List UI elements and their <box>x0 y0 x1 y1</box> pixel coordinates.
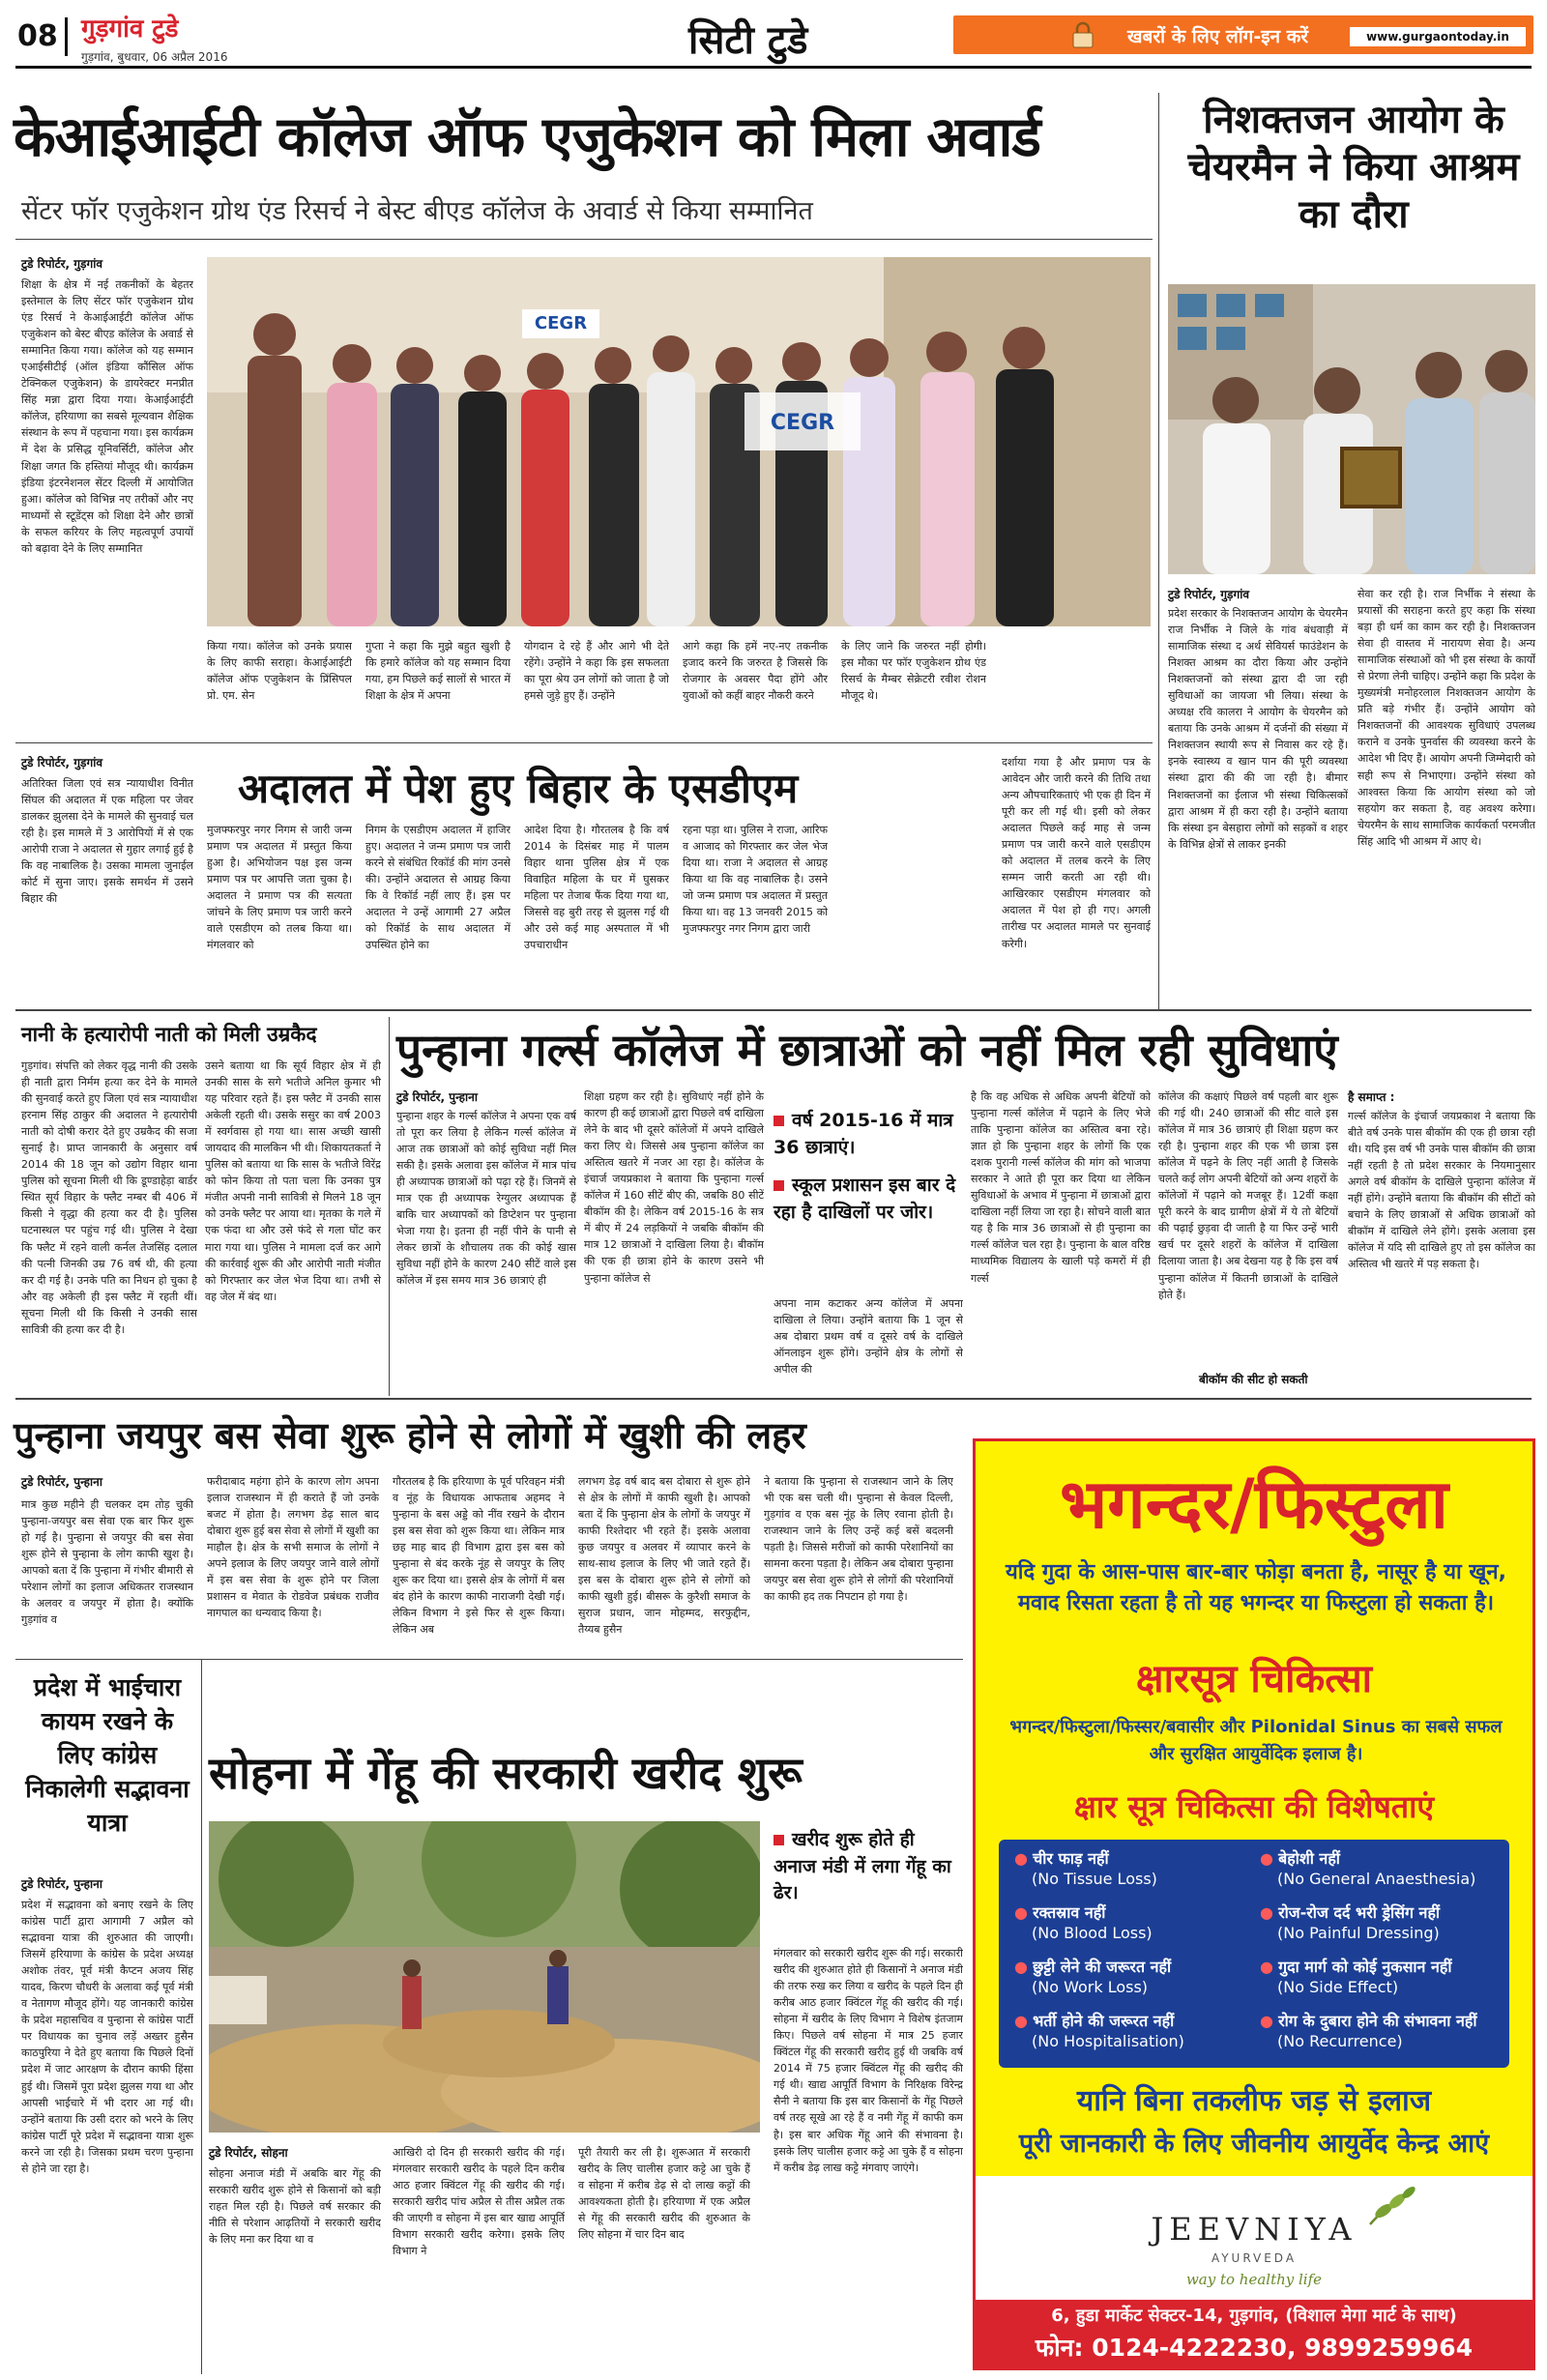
story3-byline: टुडे रिपोर्टर, गुड़गांव <box>21 756 102 769</box>
story3-col6: दर्शाया गया है और प्रमाण पत्र के आवेदन और जारी करने की तिथि तथा अन्य औपचारिकताएं भी एक ही दिन में पूरी कर ली गई थी। इसी को लेकर अदालत पिछले कई माह से जन्म प्रमाण पत्र जारी करने वाले एसडीएम को अदालत में तलब करने के लिए सम्मन जारी करती आ रही थी। आखिरकार एसडीएम मंगलवार को अदालत में पेश हो ही गए। अगली तारीख पर अदालत मामले पर सुनवाई करेगी। <box>1002 756 1151 950</box>
bullet-dot-icon: ● <box>1014 1849 1028 1868</box>
story5-col6-title: है समाप्त : <box>1348 1090 1395 1104</box>
bullet-dot-icon: ● <box>1014 1958 1028 1976</box>
ad-therapy-desc: भगन्दर/फिस्टुला/फिस्सर/बवासीर और Pilonidal Sinus का सबसे सफल और सुरक्षित आयुर्वेदिक इलाज है। <box>1009 1717 1503 1764</box>
story1-col4: योगदान दे रहे हैं और आगे भी देते रहेंगे। उन्होंने ने कहा कि इस सफलता का पूरा श्रेय उन लोगों को जाता है जो हमसे जुड़े हुए हैं। उन्होंने <box>524 640 669 703</box>
masthead-logo: गुड़गांव टुडे <box>81 15 179 44</box>
story3-col1: अतिरिक्त जिला एवं सत्र न्यायाधीश विनीत सिंघल की अदालत में एक महिला पर जेवर डालकर झुलसा देने के मामले की सुनवाई चल रही है। इस मामले में 3 आरोपियों में से एक आरोपी राजा ने अदालत से गुहार लगाई हुई है कि वह नाबालिक है। उसका मामला जुनाईल कोर्ट में सुना जाए। इसके समर्थन में उसने बिहार की <box>21 777 193 906</box>
ad-brand-sub: AYURVEDA <box>1211 2251 1298 2265</box>
dateline: गुड़गांव, बुधवार, 06 अप्रैल 2016 <box>81 50 228 64</box>
story2-col2: सेवा कर रही है। राज निर्भीक ने संस्था के प्रयासों की सराहना करते हुए कहा कि संस्था बड़ा ही धर्म का काम कर रही है। निशक्तजन सेवा ही वास्तव में नारायण सेवा है। अन्य सामाजिक संस्थाओं को भी इस संस्था के कार्यों से प्रेरणा लेनी चाहिए। उन्होंने कहा कि प्रदेश के मुख्यमंत्री मनोहरलाल निशक्तजन आयोग के प्रति बड़े गंभीर हैं। उन्होंने आयोग को निशक्तजनों की आवश्यक सुविधाएं उपलब्ध कराने व उनके पुनर्वास की व्यवस्था करने के आदेश भी दिए हैं। आयोग अपनी जिम्मेदारी को सही रूप से निभाएगा। उन्होंने संस्था को आश्वस्त किया कि आयोग संस्था को जो सहयोग कर सकता है, वह अवश्य करेगा। चेयरमैन के साथ सामाजिक कार्यकर्ता परमजीत सिंह आदि भी आश्रम में आए थे। <box>1357 588 1535 848</box>
story5-byline: टुडे रिपोर्टर, पुन्हाना <box>396 1090 478 1104</box>
story2-col1: प्रदेश सरकार के निशक्तजन आयोग के चेयरमैन राज निर्भीक ने जिले के गांव बंधवाड़ी में सामाजिक संस्था द अर्थ सेवियर्स फाउंडेशन के निशक्त आश्रम का दौरा किया और उन्होंने निशक्तजनों को संस्था द्वारा दी जा रही सुविधाओं का जायजा भी लिया। संस्था के अध्यक्ष रवि कालरा ने आयोग के चेयरमैन को बताया कि उनके आश्रम में दर्जनों की संख्या में निशक्तजन स्थायी रूप से निवास कर रहे हैं। इनके स्वास्थ्य व खान पान की पूरी व्यवस्था संस्था द्वारा की की जा रही है। बीमार निशक्तजनों का ईलाज भी संस्था चिकित्सकों द्वारा आश्रम में ही करा रही है। उन्होंने बताया कि संस्था इन बेसहारा लोगों को सड़कों व शहर के विभिन्न क्षेत्रों से लाकर इनकी <box>1168 607 1348 851</box>
story5-col6: गर्ल्स कॉलेज के इंचार्ज जयप्रकाश ने बताया कि बीते वर्ष उनके पास बीकॉम की एक ही छात्रा रही थी। यदि इस वर्ष भी उनके पास बीकॉम की छात्रा नहीं रहती है तो प्रदेश सरकार के नियमानुसार अगले वर्ष बीकॉम के दाखिले पुन्हाना कॉलेज में नहीं होंगे। उन्होंने बताया कि बीकॉम की सीटों को बचाने के लिए छात्राओं से अधिक छात्राओं को बीकॉम में दाखिले लेने होंगे। इसके अलावा इस कॉलेज में यदि सी दाखिले हुए तो इस कॉलेज का अस्तित्व भी खतरे में पड़ सकता है। <box>1348 1110 1535 1271</box>
story6-headline: पुन्हाना जयपुर बस सेवा शुरू होने से लोगों में खुशी की लहर <box>14 1414 806 1457</box>
story8-point-1: खरीद शुरू होते ही अनाज मंडी में लगा गेंहू का ढेर। <box>774 1829 951 1904</box>
story1-col6: के लिए जाने कि जरुरत नहीं होगी। इस मौका पर फॉर एजुकेशन ग्रोथ एंड रिसर्च के मैम्बर सेक्रेटरी रवीश रोशन मौजूद थे। <box>841 640 986 703</box>
story5-point-1: वर्ष 2015-16 में मात्र 36 छात्राएं। <box>774 1110 953 1158</box>
story8-headline: सोहना में गेंहू की सरकारी खरीद शुरू <box>209 1747 803 1799</box>
ad-feature-6: ● भर्ती होने की जरूरत नहीं (No Hospitalisation) <box>1014 2012 1184 2050</box>
ad-feature-3: ● रोज-रोज दर्द भरी ड्रेसिंग नहीं (No Painful Dressing) <box>1260 1903 1441 1942</box>
story6-col1: मात्र कुछ महीने ही चलकर दम तोड़ चुकी पुन्हाना-जयपुर बस सेवा एक बार फिर शुरू हो गई है। पुन्हाना से जयपुर की बस सेवा शुरू होने से पुन्हाना के लोग काफी खुश है। आपको बता दें कि पुन्हाना में गंभीर बीमारी से परेशान लोगों का इलाज अधिकतर राजस्थान के अलवर व जयपुर में होता है। क्योंकि गुड़गांव व <box>21 1498 193 1627</box>
story5-col4: है कि वह अधिक से अधिक अपनी बेटियों को पुन्हाना गर्ल्स कॉलेज में पढ़ाने के लिए भेजे ताकि पुन्हाना कॉलेज का अस्तित्व बना रहे। ज्ञात हो कि पुन्हाना शहर के लोगों कि एक दशक पुरानी गर्ल्स कॉलेज की मांग को भाजपा सरकार ने आते ही पूरा कर दिया था लेकिन सुविधाओं के अभाव में पुन्हाना में छात्राओं द्वारा दाखिला नहीं लिया जा रहा है। सोचने वाली बात यह है कि मात्र 36 छात्राओं से ही पुन्हाना का गर्ल्स कॉलेज चल रहा है। पुन्हाना के बाल वरिष्ठ माध्यमिक विद्यालय के खाली पड़े कमरों में ही गर्ल्स <box>971 1090 1151 1285</box>
story8-col3: पूरी तैयारी कर ली है। शुरूआत में सरकारी खरीद के लिए चालीस हजार कट्टे आ चुके हैं व सोहना में करीब डेढ़ से दो लाख कट्टों की आवश्यकता होती है। हरियाणा में एक अप्रैल से गेंहू की सरकारी खरीद की शुरुआत के लिए सोहना में चार दिन बाद <box>578 2146 750 2242</box>
ad-brand-panel <box>976 2176 1532 2300</box>
ad-intro: यदि गुदा के आस-पास बार-बार फोड़ा बनता है, नासूर है या खून, मवाद रिसता रहता है तो यह भगन्दर या फिस्टुला हो सकता है। <box>1006 1560 1506 1615</box>
section-title: सिटी टुडे <box>688 18 808 63</box>
story5-col1: पुन्हाना शहर के गर्ल्स कॉलेज ने अपना एक वर्ष तो पूरा कर लिया है लेकिन गर्ल्स कॉलेज में आज तक छात्राओं को कोई सुविधा नहीं मिल सकी है। इसके अलावा इस कॉलेज में मात्र पांच ही अध्यापक छात्राओं को पढ़ा रहे हैं। जिनमें से मात्र एक ही अध्यापक रेग्युलर अध्यापक हैं बाकि चार अध्यापकों को डिप्टेशन पर पुन्हाना भेजा गया है। इतना ही नहीं पीने के पानी से लेकर छात्रों के शौचालय तक की कोई खास सुविधा नहीं होने के कारण 240 सीटें वाले इस कॉलेज में इस समय मात्र 36 छात्राएं ही <box>396 1110 576 1288</box>
ad-headline: भगन्दर/फिस्टुला <box>1060 1465 1448 1544</box>
story4-headline: नानी के हत्यारोपी नाती को मिली उम्रकैद <box>21 1023 317 1046</box>
ad-feature-1: ● बेहोशी नहीं (No General Anaesthesia) <box>1260 1849 1476 1888</box>
ad-feature-2: ● रक्तस्राव नहीं (No Blood Loss) <box>1014 1903 1153 1942</box>
ad-brand-name: JEEVNIYA <box>1151 2211 1357 2248</box>
story5-caption: बीकॉम की सीट हो सकती <box>1199 1373 1308 1386</box>
ad-address: 6, हुडा मार्केट सेक्टर-14, गुड़गांव, (विशाल मेगा मार्ट के साथ) <box>1051 2306 1457 2326</box>
ad-feature-0: ● चीर फाड़ नहीं (No Tissue Loss) <box>1014 1849 1157 1888</box>
bullet-dot-icon: ● <box>1260 1958 1273 1976</box>
login-text: खबरों के लिए लॉग-इन करें <box>1127 26 1309 47</box>
bullet-dot-icon: ● <box>1260 2012 1273 2030</box>
story6-col4: लगभग डेढ़ वर्ष बाद बस दोबारा से शुरू होने से क्षेत्र के लोगों में काफी खुशी है। आपको बता दें कि पुन्हाना क्षेत्र के लोगों के जयपुर में काफी रिश्तेदार भी रहते हैं। इसके अलावा कुछ जयपुर व अलवर में व्यापार करने के साथ-साथ इलाज के लिए भी जाते रहते हैं। इस बस के दोबारा शुरू होने से लोगों को काफी खुशी हुई। बीसरू के कुरैशी समाज के सुराज प्रधान, जान मोहम्मद, सरफुद्दीन, तैय्यब हुसैन <box>578 1475 750 1637</box>
story3-headline: अदालत में पेश हुए बिहार के एसडीएम <box>238 765 799 812</box>
story1-headline: केआईआईटी कॉलेज ऑफ एजुकेशन को मिला अवार्ड <box>14 105 1040 169</box>
ad-feature-4: ● छुट्टी लेने की जरूरत नहीं (No Work Loss) <box>1014 1958 1172 1996</box>
ad-brand-tag: way to healthy life <box>1185 2271 1323 2288</box>
ad-features-title: क्षार सूत्र चिकित्सा की विशेषताएं <box>1073 1788 1435 1825</box>
story3-col4: आदेश दिया है। गौरतलब है कि वर्ष 2014 के दिसंबर माह में पालम विहार थाना पुलिस क्षेत्र में एक विवाहित महिला के घर में घुसकर महिला पर तेजाब फैंक दिया गया था, जिससे वह बुरी तरह से झुलस गई थी और उसे कई माह अस्पताल में भी उपचाराधीन <box>524 824 669 952</box>
story7-col1: प्रदेश में सद्भावना को बनाए रखने के लिए कांग्रेस पार्टी द्वारा आगामी 7 अप्रैल को सद्भावना यात्रा की शुरुआत की जाएगी। जिसमें हरियाणा के कांग्रेस के प्रदेश अध्यक्ष अशोक तंवर, पूर्व मंत्री कैप्टन अजय सिंह यादव, किरण चौधरी के अलावा कई पूर्व मंत्री व नेतागण मौजूद होंगे। यह जानकारी कांग्रेस के प्रदेश महासचिव व पुन्हाना से कांग्रेस पार्टी पर विधायक का चुनाव लड़ें अख्तर हुसैन काठपुरिया ने देते हुए बताया कि पिछले दिनों प्रदेश में जाट आरक्षण के दौरान काफी हिंसा हुई थी। जिसमें पूरा प्रदेश झुलस गया था और आपसी भाईचारे में भी दरार आ गई थी। उन्होंने बताया कि उसी दरार को भरने के लिए कांग्रेस पार्टी पूरे प्रदेश में सद्भावना यात्रा शुरू करने जा रही है। जिसका प्रथम चरण पुन्हाना से होने जा रहा है। <box>21 1899 193 2175</box>
story2-byline: टुडे रिपोर्टर, गुड़गांव <box>1168 588 1249 601</box>
story3-col5: रहना पड़ा था। पुलिस ने राजा, आरिफ व आजाद को गिरफ्तार कर जेल भेज दिया था। राजा ने अदालत से आग्रह किया था कि वह नाबालिक है। उसने जो जन्म प्रमाण पत्र अदालत में प्रस्तुत किया था। वह 13 जनवरी 2015 को मुजफ्फरपुर नगर निगम द्वारा जारी <box>683 824 828 936</box>
story8-col2: आखिरी दो दिन ही सरकारी खरीद की गई। मंगलवार सरकारी खरीद के पहले दिन करीब आठ हजार क्विंटल गेंहू की खरीद की गई। सरकारी खरीद पांच अप्रैल से तीस अप्रैल तक की जाएगी व सोहना में इस बार खाद्य आपूर्ति विभाग सरकारी खरीद करेगा। इसके लिए विभाग ने <box>393 2146 565 2258</box>
story5-col3: अपना नाम कटाकर अन्य कॉलेज में अपना दाखिला ले लिया। उन्होंने बताया कि 1 जून से अब दोबारा प्रथम वर्ष व दूसरे वर्ष के दाखिले ऑनलाइन शुरू होंगे। उन्होंने क्षेत्र के लोगों से अपील की <box>774 1297 963 1377</box>
story7-byline: टुडे रिपोर्टर, पुन्हाना <box>21 1877 102 1891</box>
ad-address-bar <box>976 2300 1532 2367</box>
story5-highlight-box <box>774 1108 963 1284</box>
story6-col5: ने बताया कि पुन्हाना से राजस्थान जाने के लिए भी एक बस चली थी। पुन्हाना से केवल दिल्ली, गुड़गांव व एक बस नूंह के लिए रवाना होती है। राजस्थान जाने के लिए उन्हें कई बसें बदलनी पड़ती है। जिससे मरीजों को काफी परेशानियों का सामना करना पड़ता है। लेकिन अब दोबारा पुन्हाना जयपुर बस सेवा शुरू होने से लोगों की परेशानियों का काफी हद तक निपटान हो गया है। <box>764 1475 953 1604</box>
story1-col3: गुप्ता ने कहा कि मुझे बहुत खुशी है कि हमारे कॉलेज को यह सम्मान दिया गया, हम पिछले कई सालों से भारत में शिक्षा के क्षेत्र में अपना <box>365 640 511 703</box>
story3-col3: निगम के एसडीएम अदालत में हाजिर हुए। अदालत ने जन्म प्रमाण पत्र जारी करने से संबंधित रिकॉर्ड की मांग उनसे की। उन्होंने अदालत से आग्रह किया कि वे रिकॉर्ड नहीं लाए हैं। इस पर अदालत ने उन्हें आगामी 27 अप्रैल को रिकॉर्ड के साथ अदालत में उपस्थित होने का <box>365 824 511 952</box>
story5-point-2: स्कूल प्रशासन इस बार दे रहा है दाखिलों पर जोर। <box>774 1175 956 1223</box>
bullet-square-icon <box>774 1116 784 1126</box>
story5-col5: कॉलेज की कक्षाएं पिछले वर्ष पहली बार शुरू की गई थी। 240 छात्राओं की सीट वाले इस कॉलेज में मात्र 36 छात्राएं ही शिक्षा ग्रहण कर रही है। पुन्हाना शहर की एक भी छात्रा इस कॉलेज में पढ़ने के लिए नहीं आती है जिसके चलते कई लोग अपनी बेटियों को अन्य शहरों के कॉलेजों में पढ़ाने को मजबूर हैं। 12वीं कक्षा पूरी करने के बाद ग्रामीण क्षेत्रों में ये तो बेटियों की पढ़ाई छुड़वा दी जाती है या फिर उन्हें भारी खर्च पर दूसरे शहरों के कॉलेज में दाखिला दिलाया जाता है। अब देखना यह है कि इस वर्ष पुन्हाना कॉलेज में कितनी छात्राओं के दाखिले होते हैं। <box>1158 1090 1338 1301</box>
website-url[interactable]: www.gurgaontoday.in <box>1350 27 1526 46</box>
lock-icon <box>1071 21 1095 48</box>
story6-col2: फरीदाबाद महंगा होने के कारण लोग अपना इलाज राजस्थान में ही कराते हैं जो उनके बजट में होता है। लगभग डेढ़ साल बाद दोबारा शुरू हुई बस सेवा से लोगों में खुशी का माहौल है। क्षेत्र के सभी समाज के लोगों ने अपने इलाज के लिए जयपुर जाने वाले लोगों में इस बस सेवा के शुरू होने पर जिला प्रशासन व मेवात के रोडवेज प्रबंधक राजीव नागपाल का धन्यवाद किया है। <box>207 1475 379 1620</box>
bullet-dot-icon: ● <box>1014 1903 1028 1922</box>
ad-features-panel <box>999 1840 1509 2068</box>
ad-feature-5: ● गुदा मार्ग को कोई नुकसान नहीं (No Side Effect) <box>1260 1958 1452 1996</box>
story8-photo <box>209 1821 760 2133</box>
bullet-dot-icon: ● <box>1260 1903 1273 1922</box>
story7-headline: प्रदेश में भाईचारा कायम रखने के लिए कांग्रेस निकालेगी सद्भावना यात्रा <box>25 1673 190 1837</box>
story1-subhead: सेंटर फॉर एजुकेशन ग्रोथ एंड रिसर्च ने बेस्ट बीएड कॉलेज के अवार्ड से किया सम्मानित <box>21 196 813 226</box>
story1-col2: किया गया। कॉलेज को उनके प्रयास के लिए काफी सराहा। केआईआईटी कॉलेज ऑफ एजुकेशन के प्रिंसिपल प्रो. एम. सेन <box>207 640 352 703</box>
story6-col3: गौरतलब है कि हरियाणा के पूर्व परिवहन मंत्री व नूंह के विधायक आफताब अहमद ने पुन्हाना के बस अड्डे को नींव रखने के दौरान इस बस सेवा को शुरू किया था। लेकिन मात्र छह माह बाद ही विभाग द्वारा इस बस को पुन्हाना से बंद करके नूंह से जयपुर के लिए शुरू कर दिया था। इससे क्षेत्र के लोगों में बस बंद होने के कारण काफी नाराजगी देखी गई। लेकिन विभाग ने इसे फिर से शुरू किया। लेकिन अब <box>393 1475 565 1637</box>
page-header <box>0 0 1547 73</box>
story1-photo <box>207 257 1151 626</box>
story4-col1: गुड़गांव। संपत्ति को लेकर वृद्ध नानी की उसके ही नाती द्वारा निर्मम हत्या कर देने के मामले की सुनवाई करते हुए जिला एवं सत्र न्यायाधीश हरनाम सिंह ठाकुर की अदालत ने हत्यारोपी नाती को दोषी करार देते हुए उम्रकैद की सजा सुनाई है। प्राप्त जानकारी के अनुसार वर्ष 2014 की 18 जून को उद्योग विहार थाना पुलिस को सूचना मिली थी कि डूण्डाहेड़ा बार्डर स्थित सूर्य विहार के फ्लैट नम्बर बी 406 में किसी ने वृद्धा की हत्या कर दी है। पुलिस घटनास्थल पर पहुंच गई थी। पुलिस ने देखा कि फ्लैट में रहने वाली कर्नल तेजसिंह दलाल की पत्नी जिनकी उम्र 76 वर्ष थी, की हत्या कर दी गई है। उनके पति का निधन हो चुका है और वह अकेली ही इस फ्लैट में रहती थीं। सूचना मिली थी कि किसी ने उनकी सास सावित्री की हत्या कर दी है। <box>21 1059 197 1336</box>
bullet-dot-icon: ● <box>1260 1849 1273 1868</box>
story5-col2: शिक्षा ग्रहण कर रही है। सुविधाएं नहीं होने के कारण ही कई छात्राओं द्वारा पिछले वर्ष दाखिला लेने के बाद भी दूसरे कॉलेजों में अपने दाखिले करा लिए थे। जिससे अब पुन्हाना कॉलेज का अस्तित्व खतरे में नजर आ रहा है। कॉलेज के इंचार्ज जयप्रकाश ने बताया कि पुन्हाना गर्ल्स कॉलेज में 160 सीटें बीए की, जबकि 80 सीटें बीकॉम की है। लेकिन वर्ष 2015-16 के सत्र में बीए में 24 लड़कियों ने जबकि बीकॉम की मात्र 12 छात्राओं ने दाखिला लिया है। बीकॉम की एक ही छात्रा होने के कारण उसने भी पुन्हाना कॉलेज से <box>584 1090 764 1285</box>
ad-tagline-2: पूरी जानकारी के लिए जीवनीय आयुर्वेद केन्द्र आएं <box>1018 2129 1490 2159</box>
story3-col2: मुजफ्फरपुर नगर निगम से जारी जन्म प्रमाण पत्र अदालत में प्रस्तुत किया हुआ है। अभियोजन पक्ष इस जन्म प्रमाण पत्र पर आपत्ति जता चुका है। अदालत ने प्रमाण पत्र की सत्यता जांचने के लिए प्रमाण पत्र जारी करने वाले एसडीएम को तलब किया था। मंगलवार को <box>207 824 352 952</box>
story5-headline: पुन्हाना गर्ल्स कॉलेज में छात्राओं को नहीं मिल रही सुविधाएं <box>396 1024 1338 1076</box>
bullet-dot-icon: ● <box>1014 2012 1028 2030</box>
ad-tagline-1: यानि बिना तकलीफ जड़ से इलाज <box>1076 2084 1432 2118</box>
ad-feature-7: ● रोग के दुबारा होने की संभावना नहीं (No Recurrence) <box>1260 2012 1477 2050</box>
story2-headline: निशक्तजन आयोग के चेयरमैन ने किया आश्रम का दौरा <box>1187 98 1520 237</box>
story6-byline: टुडे रिपोर्टर, पुन्हाना <box>21 1475 102 1489</box>
story1-byline: टुडे रिपोर्टर, गुड़गांव <box>21 257 102 271</box>
story1-col1: शिक्षा के क्षेत्र में नई तकनीकों के बेहतर इस्तेमाल के लिए सेंटर फॉर एजुकेशन ग्रोथ एंड रिसर्च ने केआईआईटी कॉलेज ऑफ एजुकेशन को बेस्ट बीएड कॉलेज के अवार्ड से सम्मानित किया गया। कॉलेज को यह सम्मान एआईसीटीई (ऑल इंडिया कौंसिल ऑफ टेक्निकल एजुकेशन) के डायरेक्टर मनप्रीत सिंह मन्ना द्वारा दिया गया। केआईआईटी कॉलेज, हरियाणा का सबसे मूल्यवान शैक्षिक संस्थान के रूप में पहचाना गया। इस कार्यक्रम में देश के प्रसिद्ध यूनिवर्सिटी, कॉलेज और शिक्षा जगत कि हस्तियां मौजूद थी। कार्यक्रम इंडिया इंटरनेशनल सेंटर दिल्ली में आयोजित हुआ। कॉलेज को विभिन्न नए तरीकों और नए माध्यमों से स्टूडेंट्स को शिक्षा देने और छात्रों के सफल करियर के लिए महत्वपूर्ण उपायों को बढ़ावा देने के लिए सम्मानित <box>21 278 193 555</box>
story8-col1: सोहना अनाज मंडी में अबकि बार गेंहू की सरकारी खरीद शुरू होने से किसानों को बड़ी राहत मिल रही है। पिछले वर्ष सरकार की नीति से परेशान आढ़तियों ने सरकारी खरीद के लिए मना कर दिया था व <box>209 2167 381 2247</box>
login-banner[interactable] <box>953 15 1533 54</box>
svg-text:CEGR: CEGR <box>770 411 835 435</box>
story8-col5: मंगलवार को सरकारी खरीद शुरू की गई। सरकारी खरीद की शुरुआत होते ही किसानों ने अनाज मंडी की तरफ रुख कर लिया व खरीद के पहले दिन ही करीब आठ हजार क्विंटल गेंहू की खरीद की गई। सोहना में खरीद के लिए विभाग ने विशेष इंतजाम किए। पिछले वर्ष सोहना में मात्र 25 हजार क्विंटल गेंहू की सरकारी खरीद हुई थी जबकि वर्ष 2014 में 75 हजार क्विंटल गेंहू की खरीद की गई थी। खाद्य आपूर्ति विभाग के निरिक्षक विरेन्द्र सैनी ने बताया कि इस बार किसानों के गेंहू पिछले वर्ष तरह सूखे आ रहे हैं व नमी गेंहू में काफी कम है। इस बार अधिक गेंहू आने की संभावना है। इसके लिए चालीस हजार कट्टे आ चुके हैं व सोहना में करीब डेढ़ लाख कट्टे मंगवाए जाएंगे। <box>774 1947 963 2174</box>
story4-col2: उसने बताया था कि सूर्य विहार क्षेत्र में ही उनकी सास के सगे भतीजे अनिल कुमार भी यह परिवार रहते हैं। इस फ्लैट में उनकी सास अकेली रहती थी। उसके ससुर का वर्ष 2003 में स्वर्गवास हो गया था। सास अच्छी खासी जायदाद की मालकिन भी थी। शिकायतकर्ता ने पुलिस को बताया था कि सास के भतीजे विरेंद्र को फोन किया तो पता चला कि उनका पुत्र मंजीत अपनी नानी सावित्री से मिलने 18 जून को उनके फ्लैट पर आया था। मृतका के गले में एक फंदा था और उसे फंदे से गला घोंट कर मारा गया था। पुलिस ने मामला दर्ज कर आगे की कार्रवाई शुरू की और आरोपी नाती मंजीत को गिरफ्तार कर जेल भेज दिया था। तभी से वह जेल में बंद था। <box>205 1059 381 1303</box>
fistula-advertisement[interactable] <box>973 1438 1535 2370</box>
ad-phone[interactable]: फोन: 0124-4222230, 9899259964 <box>1035 2334 1474 2362</box>
story8-byline: टुडे रिपोर्टर, सोहना <box>209 2146 288 2160</box>
page-number: 08 <box>17 17 68 56</box>
bullet-square-icon <box>774 1835 784 1845</box>
ad-therapy: क्षारसूत्र चिकित्सा <box>1135 1657 1373 1701</box>
story1-photo-banner: CEGR <box>522 309 599 338</box>
story1-col5: आगे कहा कि हमें नए-नए तकनीक इजाद करने कि जरुरत है जिससे कि रोजगार के अवसर पैदा होंगे और युवाओं को कहीं बाहर नौकरी करने <box>683 640 828 703</box>
story2-photo <box>1168 284 1535 574</box>
story8-highlight-box <box>774 1827 963 1907</box>
bullet-square-icon <box>774 1180 784 1191</box>
